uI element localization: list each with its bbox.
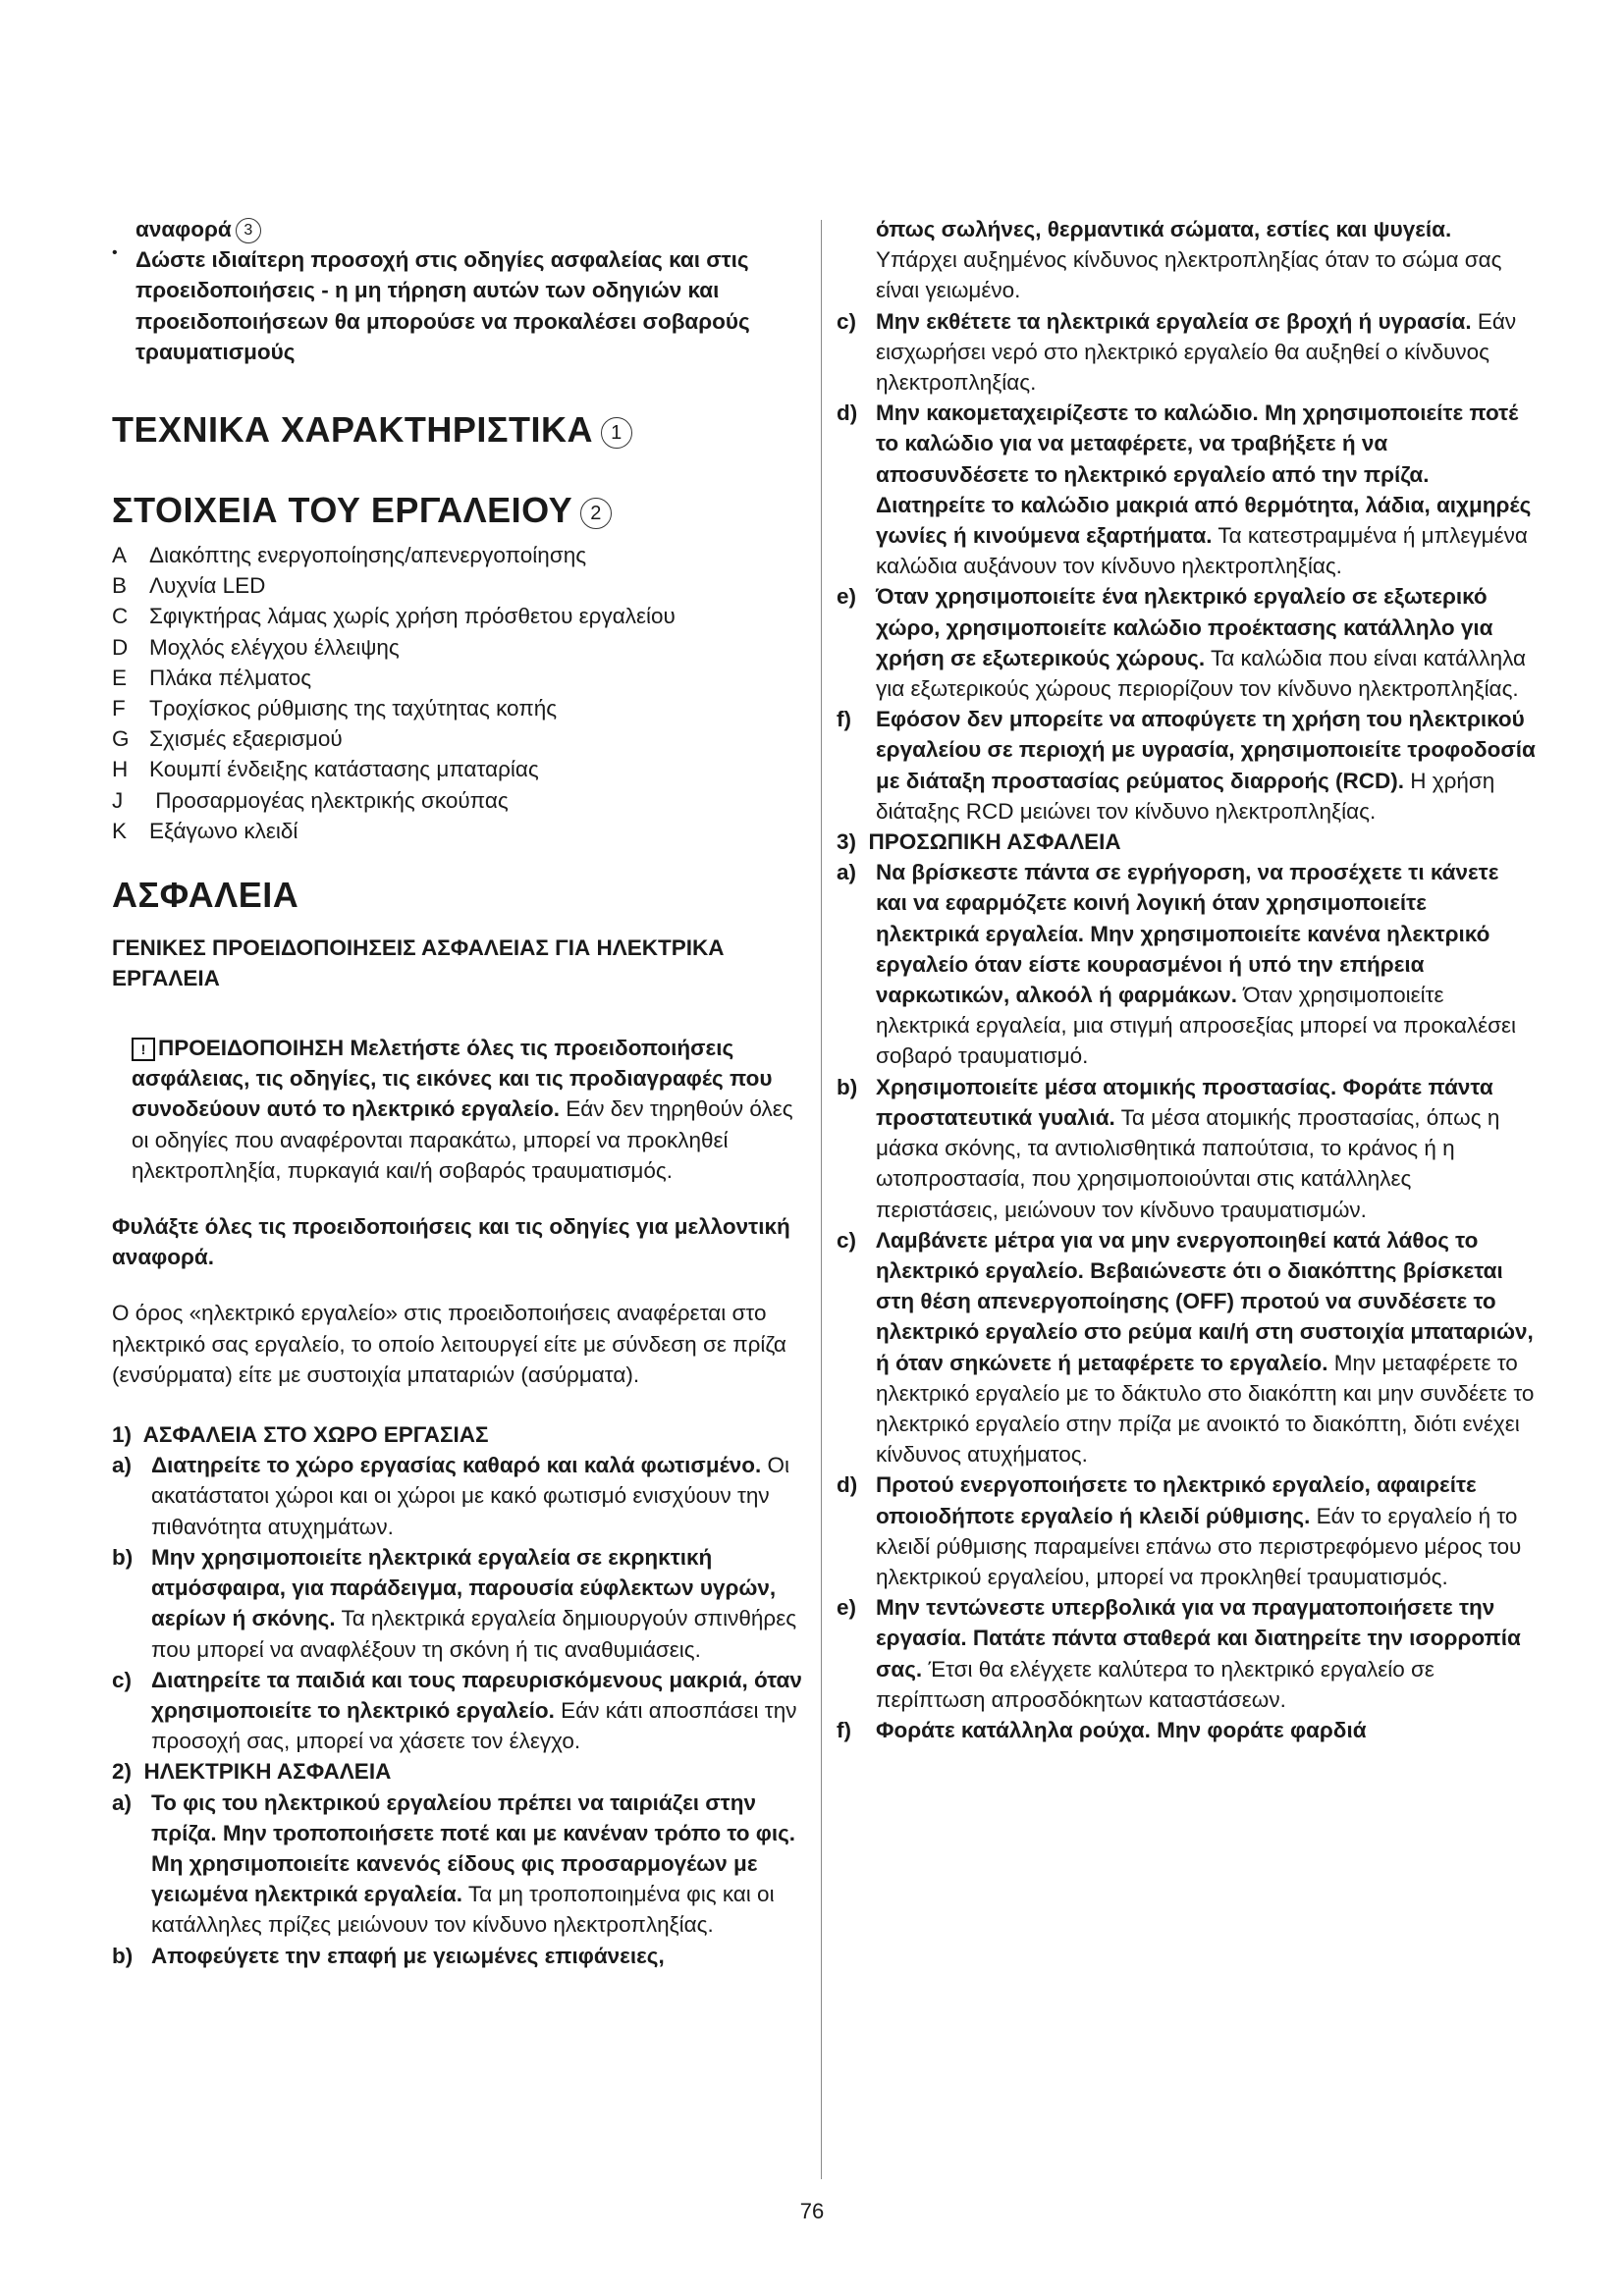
list-item: d) Μην κακομεταχειρίζεστε το καλώδιο. Μη χρησιμοποιείτε ποτέ το καλώδιο για να μεταφέρετε, να τραβήξετε ή να αποσυνδέσετε το ηλεκτρικό εργαλείο από την πρίζα. Διατηρείτε το καλώδιο μακριά από θερμότητα, λάδια, αιχμηρές γωνίες ή κινούμενα εξαρτήματα. Τα κατεστραμμένα ή μπλεγμένα καλώδια αυξάνουν τον κίνδυνο ηλεκτροπληξίας. xyxy=(837,400,1532,579)
section-3-heading: 3) ΠΡΟΣΩΠΙΚΗ ΑΣΦΑΛΕΙΑ xyxy=(837,829,1121,855)
power-tool-term: Ο όρος «ηλεκτρικό εργαλείο» στις προειδοποιήσεις αναφέρεται στο ηλεκτρικό σας εργαλείο, το οποίο λειτουργεί είτε με σύνδεση σε πρίζα (ενσύρματα) είτε με συστοιχία μπαταριών (ασύρματα). xyxy=(112,1301,786,1387)
list-item: b) Μην χρησιμοποιείτε ηλεκτρικά εργαλεία σε εκρηκτική ατμόσφαιρα, για παράδειγμα, παρουσία εύφλεκτων υγρών, αερίων ή σκόνης. Τα ηλεκτρικά εργαλεία δημιουργούν σπινθήρες που μπορεί να αναφλέξουν τη σκόνη ή τις αναθυμιάσεις. xyxy=(112,1544,797,1662)
figure-ref-1: 1 xyxy=(601,417,632,449)
figure-ref-3: 3 xyxy=(236,218,261,243)
list-item: c) Μην εκθέτετε τα ηλεκτρικά εργαλεία σε βροχή ή υγρασία. Εάν εισχωρήσει νερό στο ηλεκτρικό εργαλείο θα αυξηθεί ο κίνδυνος ηλεκτροπληξίας. xyxy=(837,308,1517,396)
safety-heading: ΑΣΦΑΛΕΙΑ xyxy=(112,875,299,916)
parts-item: K Εξάγωνο κλειδί xyxy=(112,818,298,843)
list-item: e) Όταν χρησιμοποιείτε ένα ηλεκτρικό εργαλείο σε εξωτερικό χώρο, χρησιμοποιείτε καλώδιο προέκτασης κατάλληλο για χρήση σε εξωτερικούς χώρους. Τα καλώδια που είναι κατάλληλα για εξωτερικούς χώρους περιορίζουν τον κίνδυνο ηλεκτροπληξίας. xyxy=(837,584,1527,702)
left-column xyxy=(112,214,809,1971)
list-item: f) Εφόσον δεν μπορείτε να αποφύγετε τη χρήση του ηλεκτρικού εργαλείου σε περιοχή με υγρασία, χρησιμοποιείτε τροφοδοσία με διάταξη προστασίας ρεύματος διαρροής (RCD). Η χρήση διάταξης RCD μειώνει τον κίνδυνο ηλεκτροπληξίας. xyxy=(837,707,1536,824)
list-item: c) Λαμβάνετε μέτρα για να μην ενεργοποιηθεί κατά λάθος το ηλεκτρικό εργαλείο. Βεβαιώνεστε ότι ο διακόπτης βρίσκεται στη θέση απενεργοποίησης (OFF) προτού να συνδέσετε το ηλεκτρικό εργαλείο στο ρεύμα και/ή στη συστοιχία μπαταριών, ή όταν σηκώνετε ή μεταφέρετε το εργαλείο. Μην μεταφέρετε το ηλεκτρικό εργαλείο με το δάκτυλο στο διακόπτη και μην συνδέετε το ηλεκτρικό εργαλείο στην πρίζα με ανοικτό το διακόπτη, διότι ενέχει κίνδυνος ατυχήματος. xyxy=(837,1227,1535,1468)
list-item: c) Διατηρείτε τα παιδιά και τους παρευρισκόμενους μακριά, όταν χρησιμοποιείτε το ηλεκτρικό εργαλείο. Εάν κάτι αποσπάσει την προσοχή σας, μπορεί να χάσετε τον έλεγχο. xyxy=(112,1667,802,1754)
parts-item: G Σχισμές εξαερισμού xyxy=(112,726,343,752)
general-warnings-heading: ΓΕΝΙΚΕΣ ΠΡΟΕΙΔΟΠΟΙΗΣΕΙΣ ΑΣΦΑΛΕΙΑΣ ΓΙΑ ΗΛΕΚΤΡΙΚΑ ΕΡΓΑΛΕΙΑ xyxy=(112,935,725,991)
parts-item: C Σφιγκτήρας λάμας χωρίς χρήση πρόσθετου εργαλείου xyxy=(112,604,676,629)
list-item: a) Να βρίσκεστε πάντα σε εγρήγορση, να προσέχετε τι κάνετε και να εφαρμόζετε κοινή λογική όταν χρησιμοποιείτε ηλεκτρικά εργαλεία. Μην χρησιμοποιείτε κανένα ηλεκτρικό εργαλείο όταν είστε κουρασμένοι ή υπό την επήρεια ναρκωτικών, αλκοόλ ή φαρμάκων. Όταν χρησιμοποιείτε ηλεκτρικά εργαλεία, μια στιγμή απροσεξίας μπορεί να προκαλέσει σοβαρό τραυματισμό. xyxy=(837,860,1517,1069)
list-item: b) Αποφεύγετε την επαφή με γειωμένες επιφάνειες, xyxy=(112,1943,665,1968)
parts-item: B Λυχνία LED xyxy=(112,573,266,599)
right-column xyxy=(837,214,1536,1745)
column-divider xyxy=(821,220,822,2179)
section-2-heading: 2) ΗΛΕΚΤΡΙΚΗ ΑΣΦΑΛΕΙΑ xyxy=(112,1759,392,1785)
list-item: a) Διατηρείτε το χώρο εργασίας καθαρό και καλά φωτισμένο. Οι ακατάστατοι χώροι και οι χώροι με κακό φωτισμό ενισχύουν την πιθανότητα ατυχημάτων. xyxy=(112,1453,790,1539)
page-number: 76 xyxy=(799,2199,825,2223)
intro-continuation: αναφορά 3 xyxy=(112,214,809,244)
list-item: a) Το φις του ηλεκτρικού εργαλείου πρέπει να ταιριάζει στην πρίζα. Μην τροποποιήσετε ποτέ και με κανέναν τρόπο το φις. Μη χρησιμοποιείτε κανενός είδους φις προσαρμογέων με γειωμένα ηλεκτρικά εργαλεία. Τα μη τροποποιημένα φις και οι κατάλληλες πρίζες μειώνουν τον κίνδυνο ηλεκτροπληξίας. xyxy=(112,1789,796,1938)
warning-icon: ! xyxy=(132,1038,155,1061)
bullet-mark: • xyxy=(112,244,118,262)
section-1-heading: 1) ΑΣΦΑΛΕΙΑ ΣΤΟ ΧΩΡΟ ΕΡΓΑΣΙΑΣ xyxy=(112,1422,489,1448)
list-item: d) Προτού ενεργοποιήσετε το ηλεκτρικό εργαλείο, αφαιρείτε οποιοδήποτε εργαλείο ή κλειδί ρύθμισης. Εάν το εργαλείο ή το κλειδί ρύθμισης παραμείνει επάνω στο περιστρεφόμενο μέρος του ηλεκτρικού εργαλείου, μπορεί να προκληθεί τραυματισμός. xyxy=(837,1472,1522,1589)
figure-ref-2: 2 xyxy=(580,498,612,529)
parts-item: E Πλάκα πέλματος xyxy=(112,665,312,690)
parts-list xyxy=(112,540,809,846)
list-item: f) Φοράτε κατάλληλα ρούχα. Μην φοράτε φαρδιά xyxy=(837,1717,1367,1742)
warning-paragraph: ! ΠΡΟΕΙΔΟΠΟΙΗΣΗ Μελετήστε όλες τις προειδοποιήσεις ασφάλειας, τις οδηγίες, τις εικόνες και τις προδιαγραφές που συνοδεύουν αυτό το ηλεκτρικό εργαλείο. Εάν δεν τηρηθούν όλες οι οδηγίες που αναφέρονται παρακάτω, μπορεί να προκληθεί ηλεκτροπληξία, πυρκαγιά και/ή σοβαρός τραυματισμός. xyxy=(132,1036,793,1183)
parts-item: D Μοχλός ελέγχου έλλειψης xyxy=(112,634,400,660)
parts-item: A Διακόπτης ενεργοποίησης/απενεργοποίησης xyxy=(112,543,587,568)
list-item: b) Χρησιμοποιείτε μέσα ατομικής προστασίας. Φοράτε πάντα προστατευτικά γυαλιά. Τα μέσα ατομικής προστασίας, όπως η μάσκα σκόνης, τα αντιολισθητικά παπούτσια, το κράνος ή η ωτοπροστασία, που χρησιμοποιούνται στις κατάλληλες περιστάσεις, μειώνουν τον κίνδυνο τραυματισμών. xyxy=(837,1074,1500,1222)
list-item: e) Μην τεντώνεστε υπερβολικά για να πραγματοποιήσετε την εργασία. Πατάτε πάντα σταθερά και διατηρείτε την ισορροπία σας. Έτσι θα ελέγχετε καλύτερα το ηλεκτρικό εργαλείο σε περίπτωση απροσδόκητων καταστάσεων. xyxy=(837,1595,1521,1712)
parts-item: F Τροχίσκος ρύθμισης της ταχύτητας κοπής xyxy=(112,696,558,721)
tool-parts-heading: ΣΤΟΙΧΕΙΑ ΤΟΥ ΕΡΓΑΛΕΙΟΥ 2 xyxy=(112,491,809,530)
parts-item: J Προσαρμογέας ηλεκτρικής σκούπας xyxy=(112,787,509,813)
intro-bullet: • Δώστε ιδιαίτερη προσοχή στις οδηγίες ασφαλείας και στις προειδοποιήσεις - η μη τήρηση αυτών των οδηγιών και προειδοποιήσεων θα μπορούσε να προκαλέσει σοβαρούς τραυματισμούς xyxy=(112,244,809,367)
keep-instructions: Φυλάξτε όλες τις προειδοποιήσεις και τις οδηγίες για μελλοντική αναφορά. xyxy=(112,1214,790,1270)
continued-item: όπως σωλήνες, θερμαντικά σώματα, εστίες και ψυγεία. Υπάρχει αυξημένος κίνδυνος ηλεκτροπληξίας όταν το σώμα σας είναι γειωμένο. xyxy=(876,217,1502,303)
parts-item: H Κουμπί ένδειξης κατάστασης μπαταρίας xyxy=(112,757,539,782)
tech-specs-heading: ΤΕΧΝΙΚΑ ΧΑΡΑΚΤΗΡΙΣΤΙΚΑ 1 xyxy=(112,410,809,450)
